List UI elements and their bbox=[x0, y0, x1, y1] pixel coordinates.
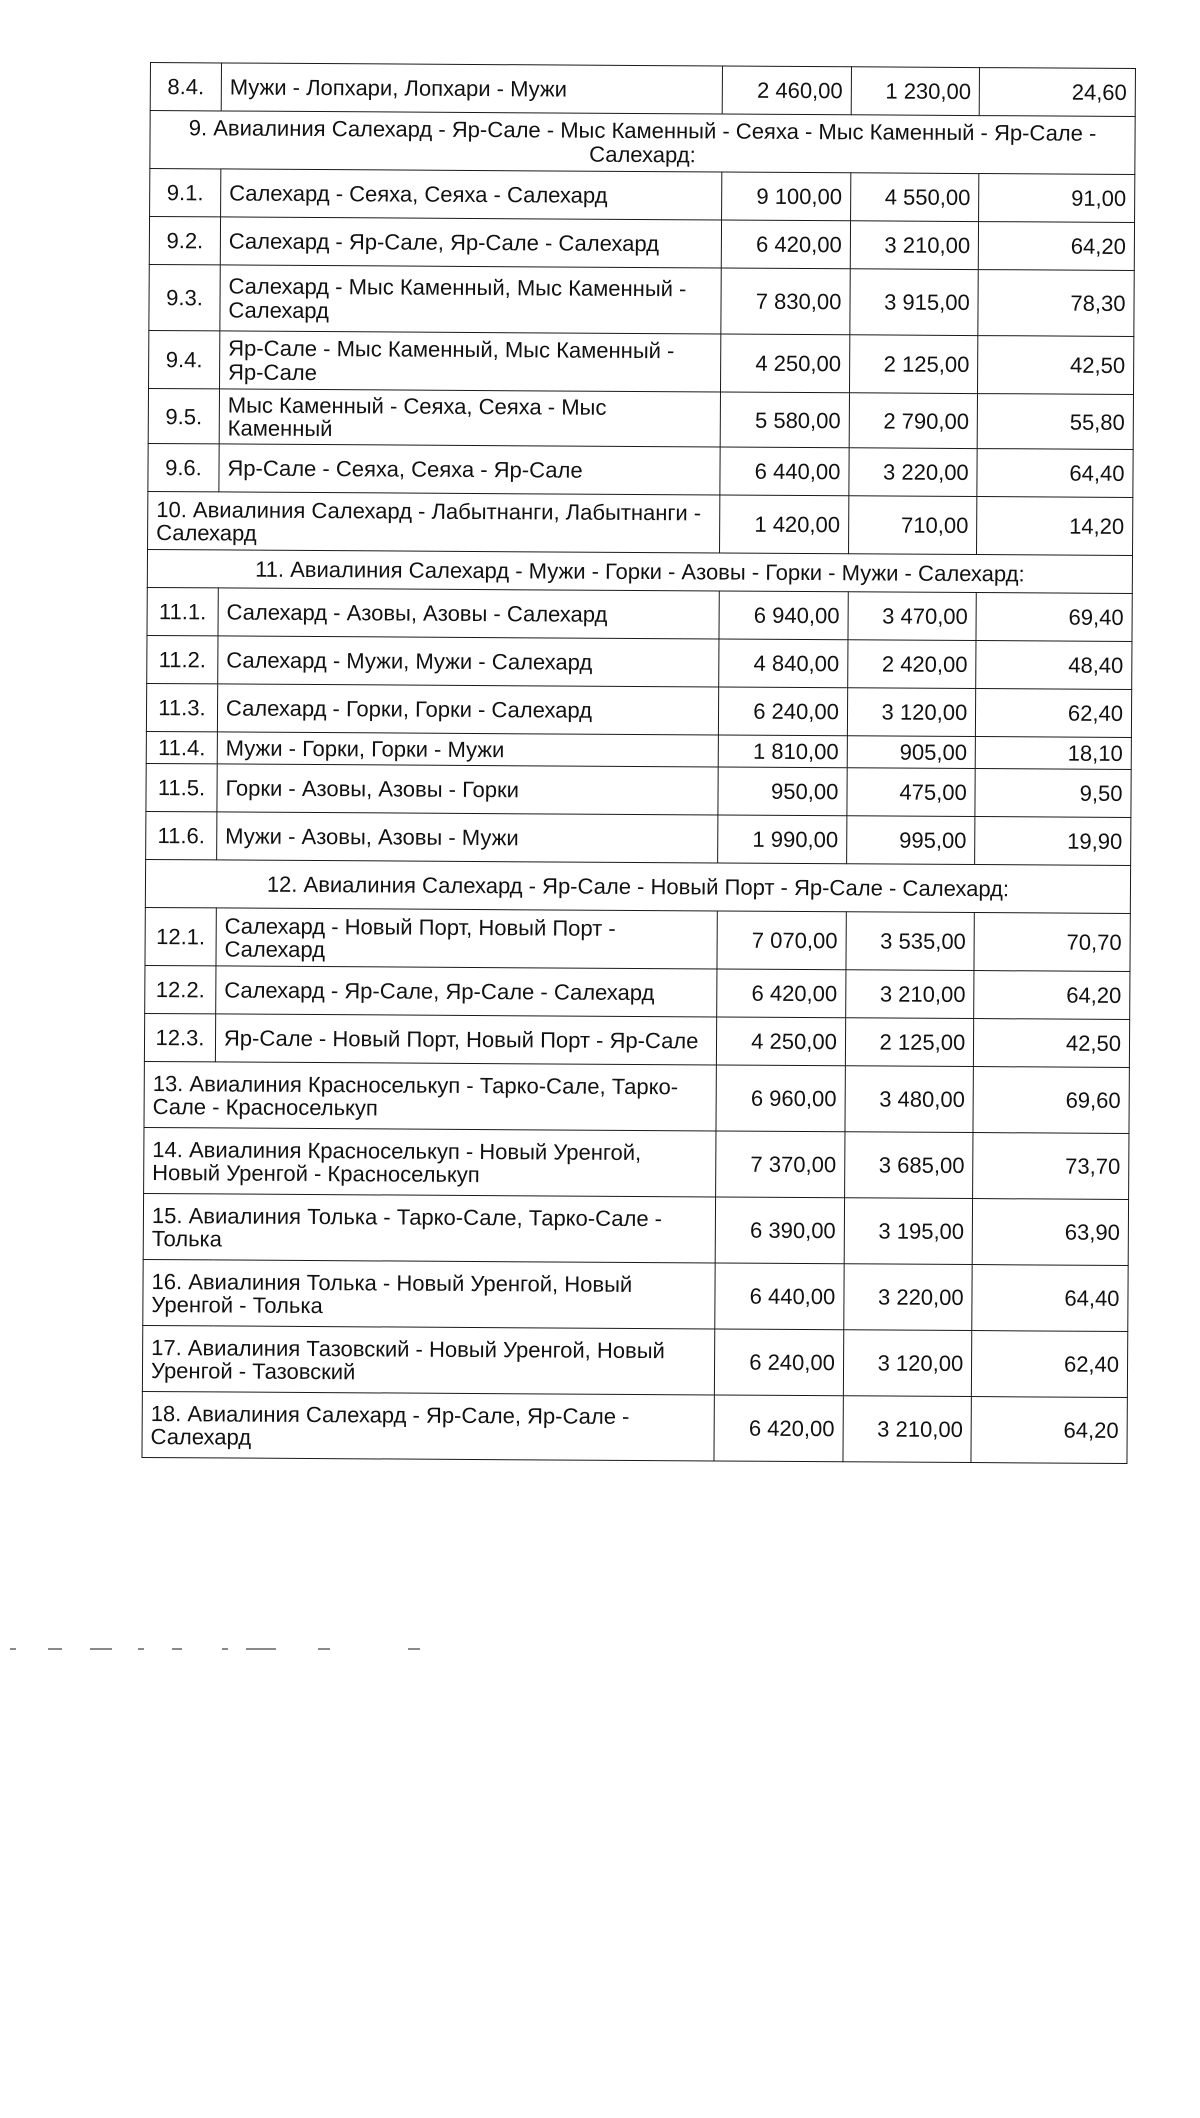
fare-full: 1 420,00 bbox=[720, 495, 849, 554]
fare-percent: 69,60 bbox=[973, 1067, 1129, 1134]
fare-percent: 63,90 bbox=[972, 1199, 1128, 1266]
fare-percent: 64,40 bbox=[977, 449, 1133, 498]
row-number: 9.6. bbox=[148, 444, 219, 492]
route-name: 16. Авиалиния Толька - Новый Уренгой, Новый Уренгой - Толька bbox=[143, 1260, 716, 1329]
fare-percent: 64,40 bbox=[972, 1265, 1128, 1332]
section-title: 9. Авиалиния Салехард - Яр-Сале - Мыс Каменный - Сеяха - Мыс Каменный - Яр-Сале - Салехард: bbox=[150, 111, 1135, 175]
fare-percent: 42,50 bbox=[978, 336, 1134, 395]
route-name: Мужи - Лопхари, Лопхари - Мужи bbox=[221, 63, 723, 114]
route-name: Салехард - Горки, Горки - Салехард bbox=[217, 684, 719, 735]
row-number: 9.4. bbox=[149, 330, 220, 388]
row-number: 11.4. bbox=[146, 732, 217, 765]
fare-percent: 78,30 bbox=[978, 270, 1134, 337]
route-name: 17. Авиалиния Тазовский - Новый Уренгой, Новый Уренгой - Тазовский bbox=[142, 1326, 715, 1395]
fare-percent: 69,40 bbox=[976, 593, 1132, 642]
tariff-row bbox=[144, 1014, 1129, 1068]
tariff-row bbox=[150, 169, 1135, 223]
fare-percent: 14,20 bbox=[977, 497, 1133, 556]
tariff-row bbox=[150, 63, 1135, 117]
tariff-row bbox=[143, 1260, 1128, 1332]
fare-half: 3 535,00 bbox=[846, 912, 975, 971]
fare-half: 4 550,00 bbox=[850, 173, 979, 222]
fare-full: 6 440,00 bbox=[720, 447, 849, 496]
row-number: 12.3. bbox=[144, 1014, 215, 1062]
row-number: 11.5. bbox=[146, 764, 217, 812]
route-name: Салехард - Новый Порт, Новый Порт - Салехард bbox=[216, 908, 718, 969]
fare-full: 6 240,00 bbox=[719, 687, 848, 736]
fare-full: 2 460,00 bbox=[723, 66, 852, 115]
fare-percent: 24,60 bbox=[979, 68, 1135, 117]
row-number: 12.2. bbox=[145, 966, 216, 1014]
tariff-row bbox=[144, 1062, 1129, 1134]
tariff-row bbox=[147, 588, 1132, 642]
row-number: 9.5. bbox=[148, 388, 219, 444]
route-name: Яр-Сале - Новый Порт, Новый Порт - Яр-Сале bbox=[215, 1014, 717, 1065]
fare-percent: 64,20 bbox=[971, 1397, 1127, 1464]
fare-percent: 55,80 bbox=[977, 394, 1133, 450]
route-name: 14. Авиалиния Красноселькуп - Новый Уренгой, Новый Уренгой - Красноселькуп bbox=[144, 1128, 717, 1197]
fare-full: 6 390,00 bbox=[716, 1197, 845, 1264]
fare-half: 3 220,00 bbox=[849, 448, 978, 497]
fare-half: 3 210,00 bbox=[846, 970, 975, 1019]
row-number: 11.3. bbox=[146, 684, 217, 732]
fare-half: 3 195,00 bbox=[844, 1198, 973, 1265]
fare-half: 3 210,00 bbox=[843, 1396, 972, 1463]
route-name: Мыс Каменный - Сеяха, Сеяха - Мыс Каменный bbox=[219, 389, 721, 447]
fare-percent: 18,10 bbox=[975, 737, 1131, 770]
fare-half: 3 120,00 bbox=[847, 688, 976, 737]
tariff-row bbox=[149, 264, 1134, 336]
fare-percent: 73,70 bbox=[973, 1133, 1129, 1200]
fare-full: 6 440,00 bbox=[715, 1263, 844, 1330]
fare-half: 3 470,00 bbox=[848, 592, 977, 641]
tariff-row bbox=[145, 966, 1130, 1020]
tariff-table-body bbox=[142, 63, 1136, 1464]
tariff-row bbox=[146, 684, 1131, 738]
route-name: Салехард - Мыс Каменный, Мыс Каменный - Салехард bbox=[220, 265, 722, 334]
fare-half: 3 685,00 bbox=[844, 1132, 973, 1199]
fare-half: 475,00 bbox=[847, 768, 976, 817]
fare-full: 7 070,00 bbox=[717, 911, 846, 970]
tariff-row bbox=[142, 1326, 1127, 1398]
tariff-row bbox=[144, 1128, 1129, 1200]
route-name: 13. Авиалиния Красноселькуп - Тарко-Сале, Тарко-Сале - Красноселькуп bbox=[144, 1062, 717, 1131]
section-header-row bbox=[150, 111, 1135, 175]
tariff-row bbox=[146, 812, 1131, 866]
fare-half: 905,00 bbox=[847, 736, 976, 769]
fare-percent: 91,00 bbox=[979, 174, 1135, 223]
fare-percent: 70,70 bbox=[974, 913, 1130, 972]
fare-half: 2 790,00 bbox=[849, 393, 978, 449]
fare-half: 710,00 bbox=[848, 496, 977, 555]
fare-full: 6 960,00 bbox=[716, 1065, 845, 1132]
fare-full: 9 100,00 bbox=[722, 172, 851, 221]
fare-percent: 42,50 bbox=[974, 1019, 1130, 1068]
section-title: 12. Авиалиния Салехард - Яр-Сале - Новый Порт - Яр-Сале - Салехард: bbox=[145, 860, 1130, 914]
tariff-row bbox=[142, 1392, 1127, 1464]
fare-percent: 9,50 bbox=[975, 769, 1131, 818]
fare-percent: 62,40 bbox=[972, 1331, 1128, 1398]
section-header-row bbox=[147, 550, 1132, 594]
route-name: Яр-Сале - Мыс Каменный, Мыс Каменный - Яр-Сале bbox=[219, 331, 721, 392]
tariff-row bbox=[148, 492, 1133, 556]
fare-half: 3 915,00 bbox=[850, 269, 979, 336]
fare-half: 2 125,00 bbox=[845, 1018, 974, 1067]
route-name: 18. Авиалиния Салехард - Яр-Сале, Яр-Сале - Салехард bbox=[142, 1392, 715, 1461]
route-name: Салехард - Азовы, Азовы - Салехард bbox=[218, 588, 720, 639]
fare-full: 6 420,00 bbox=[722, 220, 851, 269]
section-title: 11. Авиалиния Салехард - Мужи - Горки - Азовы - Горки - Мужи - Салехард: bbox=[147, 550, 1132, 594]
route-name: Яр-Сале - Сеяха, Сеяха - Яр-Сале bbox=[219, 444, 721, 495]
fare-full: 6 940,00 bbox=[719, 591, 848, 640]
row-number: 11.1. bbox=[147, 588, 218, 636]
row-number: 9.1. bbox=[150, 169, 221, 217]
tariff-row bbox=[146, 764, 1131, 818]
row-number: 8.4. bbox=[150, 63, 221, 111]
fare-half: 3 210,00 bbox=[850, 221, 979, 270]
fare-percent: 62,40 bbox=[976, 689, 1132, 738]
tariff-row bbox=[149, 330, 1134, 394]
tariff-table bbox=[141, 62, 1136, 1464]
fare-half: 2 420,00 bbox=[848, 640, 977, 689]
fare-full: 950,00 bbox=[718, 767, 847, 816]
tariff-row bbox=[145, 908, 1130, 972]
row-number: 9.3. bbox=[149, 264, 220, 330]
fare-full: 1 990,00 bbox=[718, 815, 847, 864]
fare-half: 3 120,00 bbox=[843, 1330, 972, 1397]
scan-artifact-marks bbox=[0, 1648, 440, 1658]
fare-full: 1 810,00 bbox=[719, 735, 848, 768]
route-name: 10. Авиалиния Салехард - Лабытнанги, Лабытнанги - Салехард bbox=[148, 492, 721, 553]
fare-percent: 19,90 bbox=[975, 817, 1131, 866]
fare-percent: 64,20 bbox=[974, 971, 1130, 1020]
fare-full: 6 420,00 bbox=[714, 1395, 843, 1462]
fare-full: 6 240,00 bbox=[715, 1329, 844, 1396]
route-name: Мужи - Азовы, Азовы - Мужи bbox=[217, 812, 719, 863]
route-name: Салехард - Мужи, Мужи - Салехард bbox=[218, 636, 720, 687]
fare-full: 7 370,00 bbox=[716, 1131, 845, 1198]
fare-percent: 64,20 bbox=[978, 222, 1134, 271]
route-name: Мужи - Горки, Горки - Мужи bbox=[217, 732, 719, 767]
fare-full: 4 250,00 bbox=[717, 1017, 846, 1066]
fare-half: 2 125,00 bbox=[849, 335, 978, 394]
fare-half: 3 220,00 bbox=[844, 1264, 973, 1331]
fare-full: 5 580,00 bbox=[721, 392, 850, 448]
route-name: Горки - Азовы, Азовы - Горки bbox=[217, 764, 719, 815]
fare-full: 7 830,00 bbox=[721, 268, 850, 335]
row-number: 11.2. bbox=[147, 636, 218, 684]
tariff-row bbox=[148, 444, 1133, 498]
row-number: 12.1. bbox=[145, 908, 216, 966]
fare-half: 3 480,00 bbox=[845, 1066, 974, 1133]
section-header-row bbox=[145, 860, 1130, 914]
fare-half: 1 230,00 bbox=[851, 67, 980, 116]
fare-half: 995,00 bbox=[846, 816, 975, 865]
row-number: 9.2. bbox=[149, 217, 220, 265]
route-name: Салехард - Яр-Сале, Яр-Сале - Салехард bbox=[216, 966, 718, 1017]
route-name: 15. Авиалиния Толька - Тарко-Сале, Тарко-Сале - Толька bbox=[143, 1194, 716, 1263]
fare-full: 4 250,00 bbox=[721, 334, 850, 393]
tariff-row bbox=[149, 217, 1134, 271]
tariff-row bbox=[143, 1194, 1128, 1266]
tariff-row bbox=[148, 388, 1133, 449]
fare-percent: 48,40 bbox=[976, 641, 1132, 690]
fare-full: 6 420,00 bbox=[717, 969, 846, 1018]
tariff-row bbox=[147, 636, 1132, 690]
route-name: Салехард - Яр-Сале, Яр-Сале - Салехард bbox=[220, 217, 722, 268]
route-name: Салехард - Сеяха, Сеяха - Салехард bbox=[220, 169, 722, 220]
row-number: 11.6. bbox=[146, 812, 217, 860]
fare-full: 4 840,00 bbox=[719, 639, 848, 688]
